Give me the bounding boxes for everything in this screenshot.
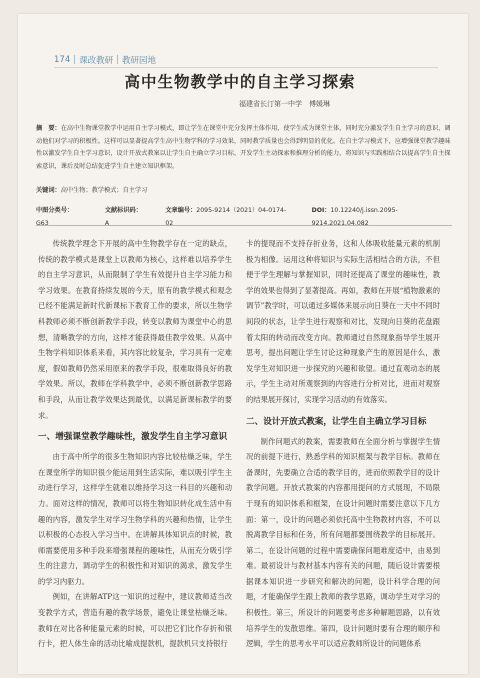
doc-code-label: 文献标识码：	[104, 207, 142, 214]
article-title: 高中生物教学中的自主学习探索	[124, 72, 356, 91]
body-column-right	[246, 236, 440, 652]
body-paragraph: 由于高中所学的很多生物知识内容比较枯燥乏味，学生在课堂所学的知识很少能运用到生活实际，难以吸引学生主动进行学习，这样学生就难以维持学习这一科目的兴趣和动力。面对这样的情况，教师可以将生物知识转化成生活中有趣的内容，激发学生对学习生物学科的兴趣和热情，让学生以积极的心态投入学习当中。在讲解具体知识点的时候，教师需要使用多种手段来增强课程的趣味性，从而充分吸引学生的注意力，调动学生的积极性和对知识的渴求，激发学生的学习内驱力。	[38, 452, 232, 586]
body-paragraph: 例如，在讲解ATP这一知识的过程中，建议教师适当改变教学方式，营造有趣的教学场景，避免让课堂枯燥乏味。教师在对比各种能量元素的时候，可以把它们比作存折和银行卡，把人体生命的活动比喻成提款机，提款机只支持银行	[38, 592, 232, 649]
header-rule	[54, 67, 438, 68]
body-paragraph: 传统教学理念下开展的高中生物教学存在一定的缺点，传统的教学模式是课堂上以教师为核心，这样难以培养学生的自主学习意识，从而限制了学生有效提升自主学习能力和学习效果。在教育持续发展的今天，原有的教学模式和观念已经不能满足新时代新课标下教育工作的要求，所以生物学科教师必须不断创新教学手段，转变以教师为课堂中心的思想，清晰教学的方向，这样才能获得最佳教学效果。从高中生物学科知识体系来看，其内容比较复杂，学习具有一定难度，假如教师仍然采用原来的教学手段，很难取得良好的教学效果。所以，教师在学科教学中，必须不断创新教学思路和手段，从而让教学效果达到最优，以满足新课标教学的要求。	[38, 239, 232, 420]
section-heading-2: 二、设计开放式教案，让学生自主确立学习目标	[246, 416, 427, 427]
article-author: 福建省长汀第一中学 傅媛琳	[239, 100, 330, 108]
section-name: 教研园地	[122, 56, 157, 66]
meta-divider	[36, 225, 452, 226]
abstract-label: 摘 要：	[36, 125, 61, 132]
article-no-value: 2095-9214（2021）04-0174-02	[165, 207, 287, 227]
abstract	[36, 123, 452, 173]
header-separator: |	[116, 55, 119, 65]
article-no-label: 文章编号：	[165, 207, 197, 214]
body-paragraph: 卡的提现而不支持存折业务，这和人体吸收能量元素的机制极为相像。运用这种将知识与实际生活相结合的方法，不但便于学生理解与掌握知识，同时还提高了课堂的趣味性，教学的效果也得到了显著提高。再如，教师在开展“植物激素的调节”教学时，可以通过多媒体来展示向日葵在一天中不同时间段的状态，让学生进行观察和对比，发现向日葵的花盘跟着太阳的转动而改变方向。教师通过自然现象指导学生展开思考，提出问题让学生讨论这种现象产生的原因是什么，激发学生对知识进一步探究的兴趣和欲望。通过直观动态的展示，学生主动对所观察到的内容进行分析对比，进而对观察的结果展开探讨，实现学习活动的有效落实。	[246, 239, 440, 404]
clc-label: 中图分类号：	[36, 207, 74, 214]
header-separator: |	[73, 55, 77, 65]
running-header	[54, 54, 156, 66]
page-number: 174	[54, 55, 71, 65]
clc-value: G63	[36, 219, 49, 227]
keywords-label: 关键词：	[36, 187, 61, 194]
body-column-left	[38, 236, 232, 652]
keywords-text: 高中生物；教学模式；自主学习	[60, 187, 148, 194]
abstract-text: 在高中生物课堂教学中运用自主学习模式，即让学生在课堂中充分发挥主体作用，使学生成为课堂主体，同时充分激发学生自主学习的意识，调动他们对学习的积极性。这样可以显著提高学生高中生物学科的学习效果，同时教学质量也会得到明显的优化。在自主学习模式下，应增强课堂教学趣味性以激发学生自主学习意识，设计开放式教案以让学生自主确立学习目标，开发学生主动探索和推理分析的能力，将知识与实践相结合以提高学生自主探索意识，课后及时总结促进学生自主建立知识框架。	[36, 125, 451, 170]
section-heading-1: 一、增强课堂教学趣味性，激发学生自主学习意识	[38, 432, 228, 443]
doi-value: 10.12240/j.issn.2095-9214.2021.04.082	[311, 207, 398, 227]
keywords	[36, 185, 452, 198]
doi-label: DOI：	[311, 207, 331, 214]
body-paragraph: 制作问题式的教案，需要教师在全面分析与掌握学生情况的前提下进行，熟悉学科的知识框架与教学目标。教师在备课时，先要确立合适的教学目的，进而依照教学目的设计教学问题。开放式教案的内容都用提问的方式展现，不局限于现有的知识体系和框架，在设计问题时需要注意以下几方面：第一，设计的问题必须依托高中生物教材内容，不可以脱离教学目标和任务，所有问题都要围绕教学的目标展开。第二，在设计问题的过程中需要确保问题难度适中，由易到难。最初设计与教材基本内容有关的问题，随后设计需要根据课本知识进一步研究和解决的问题，设计科学合理的问题，才能确保学生跟上教师的教学思路，调动学生对学习的积极性。第三，所设计的问题要考虑多种解题思路，以有效培养学生的发散思维。第四，设计问题时要有合理的顺序和逻辑，学生的思考水平可以适应教师所设计的问题体系	[246, 436, 440, 649]
doc-code-value: A	[104, 219, 110, 227]
article-identifiers	[36, 205, 452, 230]
column-name: 课改教研	[79, 56, 114, 66]
